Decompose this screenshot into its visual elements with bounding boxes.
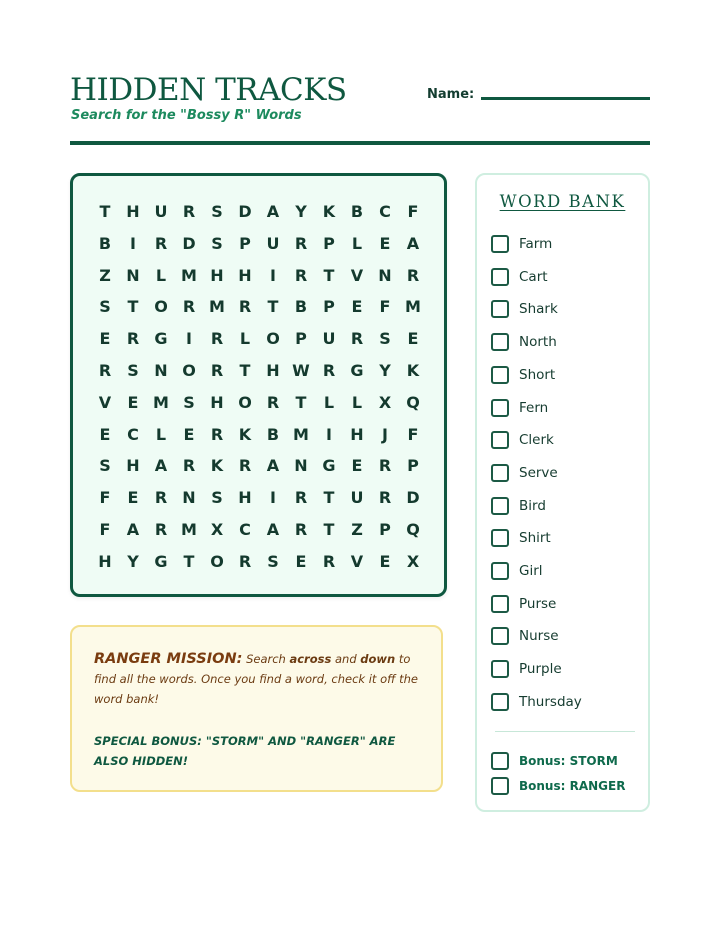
grid-letter[interactable]: O [238, 392, 252, 412]
grid-letter[interactable]: S [211, 488, 223, 508]
grid-letter[interactable]: R [294, 265, 308, 285]
name-write-line [481, 97, 650, 100]
word-checkbox[interactable] [491, 562, 509, 580]
grid-letter[interactable]: H [210, 265, 224, 285]
grid-letter[interactable]: E [295, 551, 307, 571]
grid-letter[interactable]: F [407, 424, 419, 444]
grid-letter[interactable]: H [126, 456, 140, 476]
grid-letter[interactable]: L [239, 329, 251, 349]
word-checkbox[interactable] [491, 300, 509, 318]
grid-letter[interactable]: R [210, 424, 224, 444]
grid-letter[interactable]: X [406, 551, 420, 571]
grid-letter[interactable]: M [181, 520, 197, 539]
word-label: Clerk [519, 432, 554, 449]
grid-letter[interactable]: Q [406, 520, 420, 539]
grid-letter[interactable]: F [99, 520, 111, 539]
mission-heading: RANGER MISSION: [94, 651, 243, 667]
grid-row [73, 514, 444, 546]
grid-letter[interactable]: Z [99, 265, 111, 285]
grid-letter[interactable]: V [350, 265, 364, 285]
grid-letter[interactable]: L [155, 424, 167, 444]
grid-letter[interactable]: R [322, 551, 336, 571]
grid-letter[interactable]: E [99, 329, 111, 349]
grid-letter[interactable]: M [209, 297, 225, 317]
word-label: Cart [519, 268, 548, 285]
grid-letter[interactable]: R [182, 202, 196, 221]
grid-letter[interactable]: G [154, 329, 168, 349]
grid-letter[interactable]: P [295, 329, 307, 349]
bonus-word-label: Bonus: STORM [519, 754, 618, 768]
grid-letter[interactable]: Y [379, 361, 391, 380]
word-bank-item [491, 332, 641, 352]
grid-letter[interactable]: H [238, 265, 252, 285]
word-label: Shirt [519, 530, 551, 547]
grid-letter[interactable]: R [350, 329, 364, 349]
grid-letter[interactable]: R [322, 361, 336, 380]
grid-letter[interactable]: E [351, 456, 363, 476]
word-checkbox[interactable] [491, 464, 509, 482]
word-label: Serve [519, 464, 558, 481]
grid-letter[interactable]: P [379, 520, 391, 539]
special-bonus-text: SPECIAL BONUS: "STORM" AND "RANGER" ARE ALSO HIDDEN! [94, 734, 396, 768]
word-bank-item [491, 234, 641, 254]
grid-letter[interactable]: R [378, 456, 392, 476]
grid-row [73, 450, 444, 482]
bonus-word-item [491, 776, 641, 796]
grid-letter[interactable]: F [407, 202, 419, 221]
word-bank-item [491, 463, 641, 483]
grid-letter[interactable]: T [267, 297, 279, 317]
grid-letter[interactable]: N [294, 456, 308, 476]
word-bank-item [491, 267, 641, 287]
grid-letter[interactable]: O [210, 551, 224, 571]
grid-letter[interactable]: E [127, 392, 139, 412]
grid-letter[interactable]: D [238, 202, 252, 221]
word-checkbox[interactable] [491, 268, 509, 286]
word-bank-title: WORD BANK [499, 192, 626, 211]
ranger-mission-box [70, 625, 443, 792]
grid-letter[interactable]: A [266, 456, 280, 476]
grid-letter[interactable]: B [350, 202, 364, 221]
grid-letter[interactable]: X [378, 392, 392, 412]
word-bank-item [491, 692, 641, 712]
grid-letter[interactable]: R [238, 297, 252, 317]
grid-letter[interactable]: G [322, 456, 336, 476]
grid-letter[interactable]: B [266, 424, 280, 444]
grid-letter[interactable]: Q [406, 392, 420, 412]
grid-row [73, 323, 444, 355]
grid-letter[interactable]: H [210, 392, 224, 412]
grid-letter[interactable]: S [183, 392, 195, 412]
bonus-word-label: Bonus: RANGER [519, 779, 626, 793]
grid-letter[interactable]: E [379, 233, 391, 253]
grid-letter[interactable]: R [294, 488, 308, 508]
grid-letter[interactable]: K [406, 361, 420, 380]
word-search-grid [70, 173, 447, 597]
mission-text-3: to find all the words. Once you find a word, check it off the word bank! [94, 652, 418, 706]
word-label: North [519, 334, 557, 351]
word-bank-item [491, 594, 641, 614]
grid-letter[interactable]: D [406, 488, 420, 508]
grid-letter[interactable]: D [182, 233, 196, 253]
grid-letter[interactable]: S [267, 551, 279, 571]
grid-letter[interactable]: H [350, 424, 364, 444]
word-checkbox[interactable] [491, 693, 509, 711]
word-bank-panel [475, 173, 650, 812]
word-checkbox[interactable] [491, 497, 509, 515]
grid-letter[interactable]: N [378, 265, 392, 285]
grid-letter[interactable]: A [126, 520, 140, 539]
grid-letter[interactable]: C [379, 202, 391, 221]
word-checkbox[interactable] [491, 366, 509, 384]
grid-letter[interactable]: R [210, 361, 224, 380]
mission-text-1: Search [246, 652, 286, 666]
grid-letter[interactable]: R [266, 392, 280, 412]
grid-letter[interactable]: W [292, 361, 310, 380]
grid-letter[interactable]: C [127, 424, 139, 444]
word-bank-list [477, 175, 648, 810]
word-label: Fern [519, 399, 549, 416]
mission-bold-down: down [360, 652, 396, 666]
grid-letter[interactable]: J [382, 424, 388, 444]
mission-bold-across: across [289, 652, 332, 666]
word-bank-item [491, 398, 641, 418]
grid-letter[interactable]: T [127, 297, 139, 317]
grid-letter[interactable]: T [183, 551, 195, 571]
grid-letter[interactable]: R [378, 488, 392, 508]
grid-letter[interactable]: F [379, 297, 391, 317]
bonus-word-item [491, 751, 641, 771]
grid-letter[interactable]: K [210, 456, 224, 476]
grid-letter[interactable]: R [406, 265, 420, 285]
grid-letter[interactable]: R [154, 520, 168, 539]
word-bank-item [491, 659, 641, 679]
grid-letter[interactable]: Y [127, 551, 139, 571]
grid-letter[interactable]: V [98, 392, 112, 412]
grid-letter[interactable]: K [322, 202, 336, 221]
grid-letter[interactable]: S [127, 361, 139, 380]
grid-letter[interactable]: R [98, 361, 112, 380]
grid-letter[interactable]: R [294, 233, 308, 253]
word-checkbox[interactable] [491, 333, 509, 351]
grid-letter[interactable]: S [99, 456, 111, 476]
grid-letter[interactable]: A [154, 456, 168, 476]
grid-row [73, 387, 444, 419]
word-label: Short [519, 366, 556, 383]
grid-letter[interactable]: H [266, 361, 280, 380]
grid-letter[interactable]: I [130, 233, 136, 253]
word-checkbox[interactable] [491, 595, 509, 613]
grid-letter[interactable]: H [126, 202, 140, 221]
grid-letter[interactable]: S [99, 297, 111, 317]
word-checkbox[interactable] [491, 529, 509, 547]
grid-letter[interactable]: I [326, 424, 332, 444]
word-bank-item [491, 365, 641, 385]
grid-letter[interactable]: P [407, 456, 419, 476]
word-checkbox[interactable] [491, 399, 509, 417]
name-label: Name: [427, 87, 475, 102]
grid-row [73, 291, 444, 323]
grid-row [73, 260, 444, 292]
grid-letter[interactable]: C [239, 520, 251, 539]
grid-letter[interactable]: O [182, 361, 196, 380]
page-title: HIDDEN TRACKS [70, 72, 347, 108]
word-label: Farm [519, 236, 553, 252]
grid-letter[interactable]: E [99, 424, 111, 444]
word-bank-item [491, 561, 641, 581]
grid-letter[interactable]: A [266, 202, 280, 221]
grid-letter[interactable]: S [211, 233, 223, 253]
grid-letter[interactable]: R [154, 488, 168, 508]
grid-letter[interactable]: H [238, 488, 252, 508]
grid-letter[interactable]: K [238, 424, 252, 444]
grid-letter[interactable]: R [210, 329, 224, 349]
grid-row [73, 228, 444, 260]
word-label: Purse [519, 595, 557, 612]
grid-letter[interactable]: M [405, 297, 421, 317]
word-label: Bird [519, 497, 546, 514]
grid-letter[interactable]: S [379, 329, 391, 349]
grid-letter[interactable]: Z [351, 520, 363, 539]
grid-row [73, 546, 444, 578]
grid-letter[interactable]: B [294, 297, 308, 317]
grid-letter[interactable]: N [154, 361, 168, 380]
page-subtitle: Search for the "Bossy R" Words [71, 108, 302, 123]
grid-letter[interactable]: T [99, 202, 111, 221]
grid-letter[interactable]: Y [295, 202, 307, 221]
grid-letter[interactable]: N [126, 265, 140, 285]
word-checkbox[interactable] [491, 627, 509, 645]
grid-letter[interactable]: E [127, 488, 139, 508]
grid-letter[interactable]: M [293, 424, 309, 444]
grid-letter[interactable]: T [323, 520, 335, 539]
grid-letter[interactable]: L [351, 392, 363, 412]
word-label: Girl [519, 563, 543, 579]
grid-row [73, 482, 444, 514]
mission-instructions [94, 649, 419, 709]
grid-letter[interactable]: M [153, 392, 169, 412]
grid-letter[interactable]: G [154, 551, 168, 571]
word-label: Purple [519, 661, 562, 678]
grid-letter[interactable]: T [323, 488, 335, 508]
mission-text-2: and [334, 652, 357, 666]
word-bank-item [491, 528, 641, 548]
grid-row [73, 355, 444, 387]
word-bank-item [491, 299, 641, 319]
grid-letter[interactable]: R [126, 329, 140, 349]
bonus-checkbox[interactable] [491, 752, 509, 770]
grid-letter[interactable]: B [98, 233, 112, 253]
word-checkbox[interactable] [491, 431, 509, 449]
word-bank-divider [495, 731, 635, 732]
grid-letter[interactable]: O [154, 297, 168, 317]
grid-letter[interactable]: U [350, 488, 364, 508]
grid-letter[interactable]: R [154, 233, 168, 253]
grid-letter[interactable]: F [99, 488, 111, 508]
grid-letter[interactable]: L [155, 265, 167, 285]
grid-letter[interactable]: S [211, 202, 223, 221]
grid-letter[interactable]: I [186, 329, 192, 349]
grid-letter[interactable]: U [154, 202, 168, 221]
grid-letter[interactable]: U [266, 233, 280, 253]
grid-row [73, 419, 444, 451]
grid-letter[interactable]: P [323, 233, 335, 253]
grid-letter[interactable]: L [351, 233, 363, 253]
grid-letter[interactable]: T [295, 392, 307, 412]
word-label: Nurse [519, 628, 559, 645]
grid-letter[interactable]: H [98, 551, 112, 571]
grid-letter[interactable]: O [266, 329, 280, 349]
grid-letter[interactable]: A [406, 233, 420, 253]
word-bank-item [491, 626, 641, 646]
grid-letter[interactable]: T [323, 265, 335, 285]
grid-letter[interactable]: P [323, 297, 335, 317]
grid-letter[interactable]: G [350, 361, 364, 380]
grid-letter[interactable]: E [183, 424, 195, 444]
word-bank-item [491, 430, 641, 450]
grid-letter[interactable]: A [266, 520, 280, 539]
grid-letter[interactable]: M [181, 265, 197, 285]
grid-letter[interactable]: X [210, 520, 224, 539]
grid-row [73, 196, 444, 228]
grid-letter[interactable]: R [238, 456, 252, 476]
grid-letter[interactable]: E [379, 551, 391, 571]
grid-letter[interactable]: U [322, 329, 336, 349]
word-label: Shark [519, 301, 558, 318]
grid-letter[interactable]: R [182, 456, 196, 476]
word-checkbox[interactable] [491, 660, 509, 678]
grid-letter[interactable]: R [182, 297, 196, 317]
word-checkbox[interactable] [491, 235, 509, 253]
grid-letter[interactable]: R [238, 551, 252, 571]
grid-letter[interactable]: V [350, 551, 364, 571]
grid-letter[interactable]: E [351, 297, 363, 317]
grid-letter[interactable]: I [270, 265, 276, 285]
grid-letter[interactable]: E [407, 329, 419, 349]
grid-letter[interactable]: I [270, 488, 276, 508]
grid-letter[interactable]: N [182, 488, 196, 508]
word-bank-item [491, 496, 641, 516]
bonus-checkbox[interactable] [491, 777, 509, 795]
grid-letter[interactable]: R [294, 520, 308, 539]
grid-letter[interactable]: T [239, 361, 251, 380]
grid-letter[interactable]: L [323, 392, 335, 412]
grid-letter[interactable]: P [239, 233, 251, 253]
word-label: Thursday [519, 693, 582, 710]
header-divider [70, 141, 650, 145]
